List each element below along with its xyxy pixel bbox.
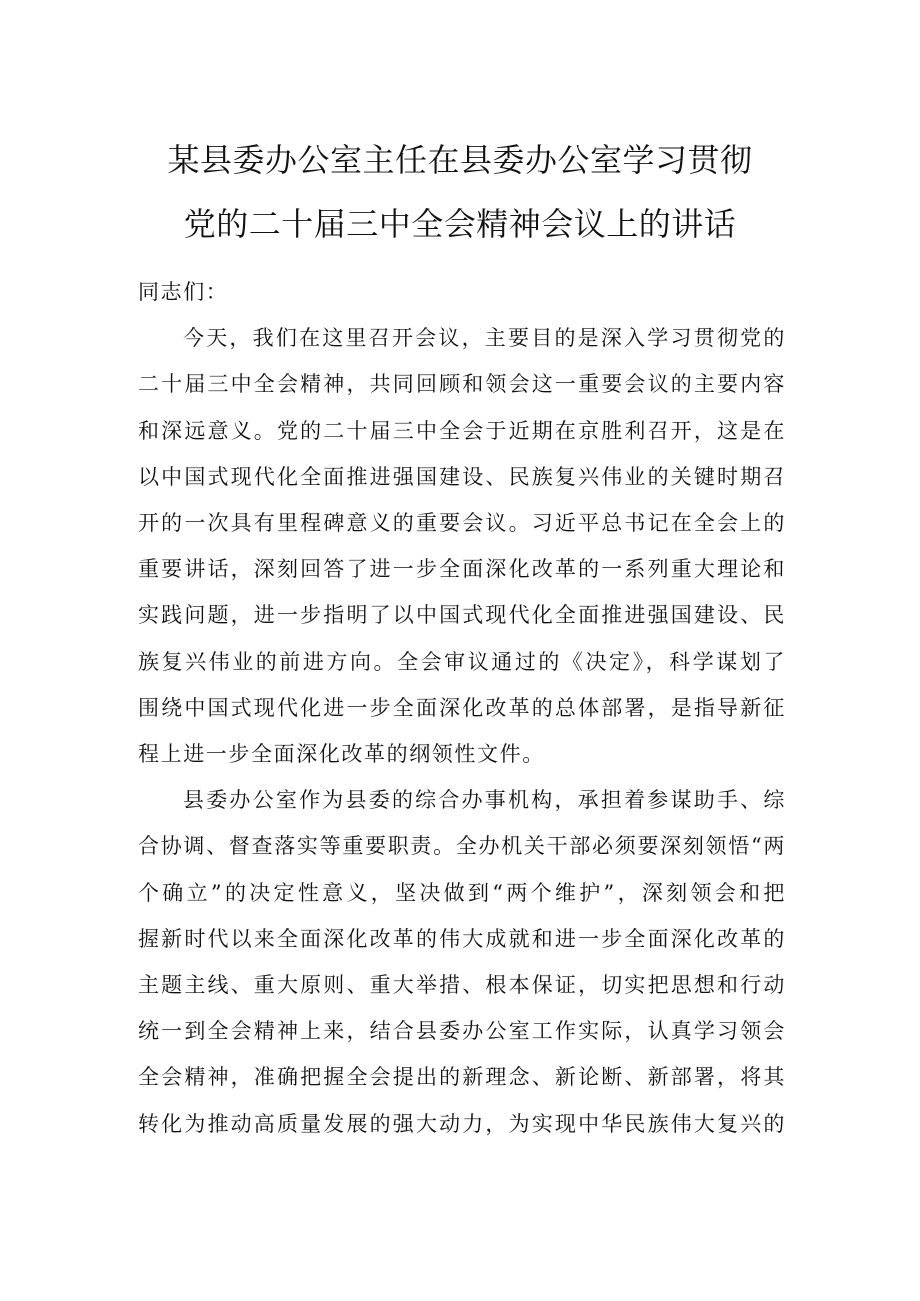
paragraph-2-line: 合协调、督查落实等重要职责。全办机关干部必须要深刻领悟“两 [138,834,786,859]
paragraph-1-line: 围绕中国式现代化进一步全面深化改革的总体部署，是指导新征 [138,695,786,720]
paragraph-2-line: 县委办公室作为县委的综合办事机构，承担着参谋助手、综 [183,788,786,813]
paragraph-2-line: 握新时代以来全面深化改革的伟大成就和进一步全面深化改革的 [138,926,786,951]
paragraph-2-line: 统一到全会精神上来，结合县委办公室工作实际，认真学习领会 [138,1019,786,1044]
title-line-2: 党的二十届三中全会精神会议上的讲话 [183,205,737,243]
paragraph-1-line: 二十届三中全会精神，共同回顾和领会这一重要会议的主要内容 [138,372,786,397]
paragraph-1-line: 和深远意义。党的二十届三中全会于近期在京胜利召开，这是在 [138,418,786,443]
document-title [120,128,800,256]
paragraph-1-line: 重要讲话，深刻回答了进一步全面深化改革的一系列重大理论和 [138,557,786,582]
document-body [138,269,786,1147]
paragraph-2-line: 转化为推动高质量发展的强大动力，为实现中华民族伟大复兴的 [138,1111,786,1136]
paragraph-1-line: 族复兴伟业的前进方向。全会审议通过的《决定》，科学谋划了 [138,649,786,674]
paragraph-1-line: 以中国式现代化全面推进强国建设、民族复兴伟业的关键时期召 [138,464,786,489]
paragraph-2 [138,777,786,1147]
paragraph-1-line: 实践问题，进一步指明了以中国式现代化全面推进强国建设、民 [138,603,786,628]
paragraph-2-line: 主题主线、重大原则、重大举措、根本保证，切实把思想和行动 [138,973,786,998]
paragraph-2-line: 全会精神，准确把握全会提出的新理念、新论断、新部署，将其 [138,1065,786,1090]
paragraph-1-line: 今天，我们在这里召开会议，主要目的是深入学习贯彻党的 [183,326,786,351]
paragraph-1 [138,315,786,777]
salutation: 同志们： [138,280,229,304]
paragraph-2-line: 个确立”的决定性意义，坚决做到“两个维护”，深刻领会和把 [138,880,786,905]
title-line-1: 某县委办公室主任在县委办公室学习贯彻 [167,141,753,179]
paragraph-1-line: 程上进一步全面深化改革的纲领性文件。 [138,742,545,767]
paragraph-1-line: 开的一次具有里程碑意义的重要会议。习近平总书记在全会上的 [138,511,786,536]
